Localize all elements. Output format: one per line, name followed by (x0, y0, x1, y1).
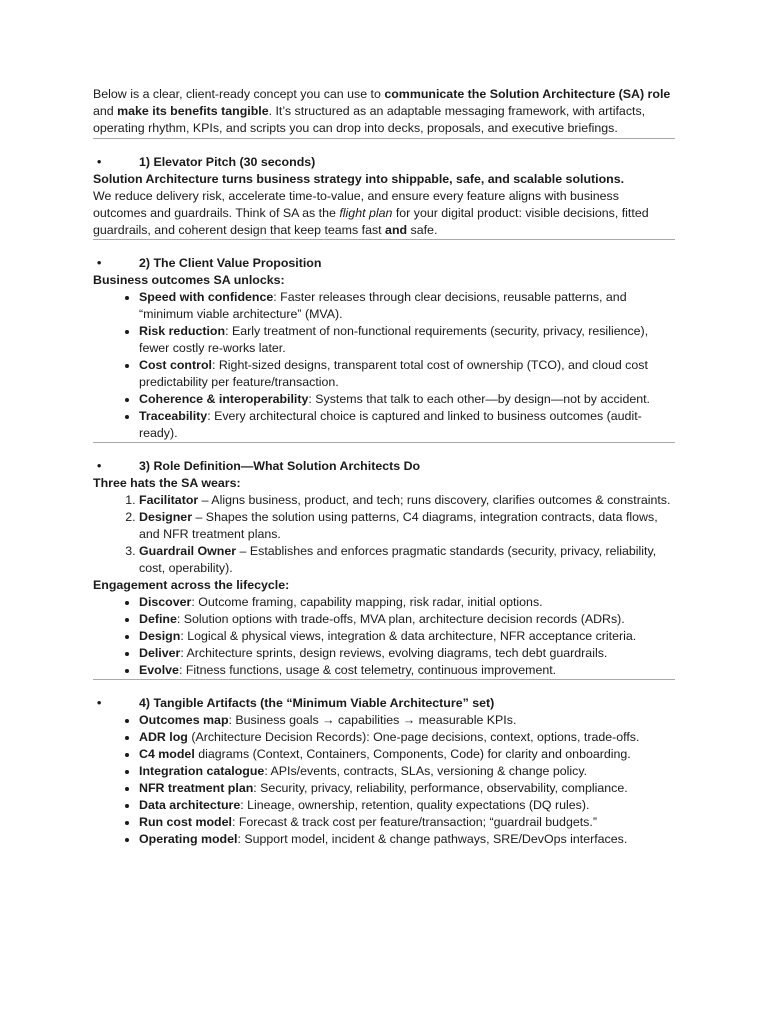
section-heading-tangible-artifacts: • 4) Tangible Artifacts (the “Minimum Viable Architecture” set) (93, 695, 675, 712)
intro-text-2: and (93, 104, 118, 118)
list-item: • Coherence & interoperability: Systems that talk to each other—by design—not by accident. (139, 391, 675, 408)
list-item: • Cost control: Right-sized designs, transparent total cost of ownership (TCO), and cloud cost predictability per feature/transaction. (139, 357, 675, 391)
value-proposition-list (93, 289, 675, 442)
intro-text-1: Below is a clear, client-ready concept you can use to (93, 87, 385, 101)
list-item: • Operating model: Support model, incident & change pathways, SRE/DevOps interfaces. (139, 831, 675, 848)
list-item: • Run cost model: Forecast & track cost per feature/transaction; “guardrail budgets.” (139, 814, 675, 831)
list-item: • C4 model diagrams (Context, Containers, Components, Code) for clarity and onboarding. (139, 746, 675, 763)
list-item: • Evolve: Fitness functions, usage & cost telemetry, continuous improvement. (139, 662, 675, 679)
intro-paragraph (93, 86, 675, 137)
document-page (93, 86, 675, 848)
list-item: • ADR log (Architecture Decision Records): One-page decisions, context, options, trade-offs. (139, 729, 675, 746)
list-item: 1. Facilitator – Aligns business, product, and tech; runs discovery, clarifies outcomes & constraints. (139, 492, 675, 509)
section-divider (93, 239, 675, 240)
list-item: • Speed with confidence: Faster releases through clear decisions, reusable patterns, and “minimum viable architecture” (MVA). (139, 289, 675, 323)
intro-text-3: . It’s structured as an adaptable messaging framework, with artifacts, operating rhythm, KPIs, and scripts you can drop into decks, proposals, and executive briefings. (93, 104, 646, 135)
section-heading-elevator-pitch: • 1) Elevator Pitch (30 seconds) (93, 154, 675, 171)
artifacts-list (93, 712, 675, 848)
section-divider (93, 679, 675, 680)
list-item: • Define: Solution options with trade-offs, MVA plan, architecture decision records (ADRs). (139, 611, 675, 628)
lifecycle-list (93, 594, 675, 679)
lifecycle-subheading: Engagement across the lifecycle: (93, 578, 290, 592)
list-item: • Integration catalogue: APIs/events, contracts, SLAs, versioning & change policy. (139, 763, 675, 780)
three-hats-subheading: Three hats the SA wears: (93, 476, 241, 490)
section-divider (93, 442, 675, 443)
list-item: • Discover: Outcome framing, capability mapping, risk radar, initial options. (139, 594, 675, 611)
list-item: • Deliver: Architecture sprints, design reviews, evolving diagrams, tech debt guardrails. (139, 645, 675, 662)
intro-bold-2: make its benefits tangible (117, 104, 269, 118)
list-item: • Risk reduction: Early treatment of non-functional requirements (security, privacy, resilience), fewer costly re-works later. (139, 323, 675, 357)
list-item: • Design: Logical & physical views, integration & data architecture, NFR acceptance criteria. (139, 628, 675, 645)
list-item: • Outcomes map: Business goals → capabilities → measurable KPIs. (139, 712, 675, 729)
list-item: 2. Designer – Shapes the solution using patterns, C4 diagrams, integration contracts, data flows, and NFR treatment plans. (139, 509, 675, 543)
elevator-pitch-body: We reduce delivery risk, accelerate time-to-value, and ensure every feature aligns with business outcomes and guardrails. Think of SA as the flight plan for your digital product: visible decisions, fitted guardrails, and coherent design that keep teams fast and safe. (93, 189, 649, 237)
value-proposition-subheading: Business outcomes SA unlocks: (93, 273, 285, 287)
list-item: 3. Guardrail Owner – Establishes and enforces pragmatic standards (security, privacy, reliability, cost, operability). (139, 543, 675, 577)
list-item: • NFR treatment plan: Security, privacy, reliability, performance, observability, compliance. (139, 780, 675, 797)
intro-bold-1: communicate the Solution Architecture (SA) role (384, 87, 671, 101)
three-hats-list (93, 492, 675, 577)
list-item: • Data architecture: Lineage, ownership, retention, quality expectations (DQ rules). (139, 797, 675, 814)
section-heading-value-proposition: • 2) The Client Value Proposition (93, 255, 675, 272)
list-item: • Traceability: Every architectural choice is captured and linked to business outcomes (audit-ready). (139, 408, 675, 442)
elevator-pitch-lead: Solution Architecture turns business strategy into shippable, safe, and scalable solutions. (93, 172, 625, 186)
section-divider (93, 138, 675, 139)
section-heading-role-definition: • 3) Role Definition—What Solution Architects Do (93, 458, 675, 475)
